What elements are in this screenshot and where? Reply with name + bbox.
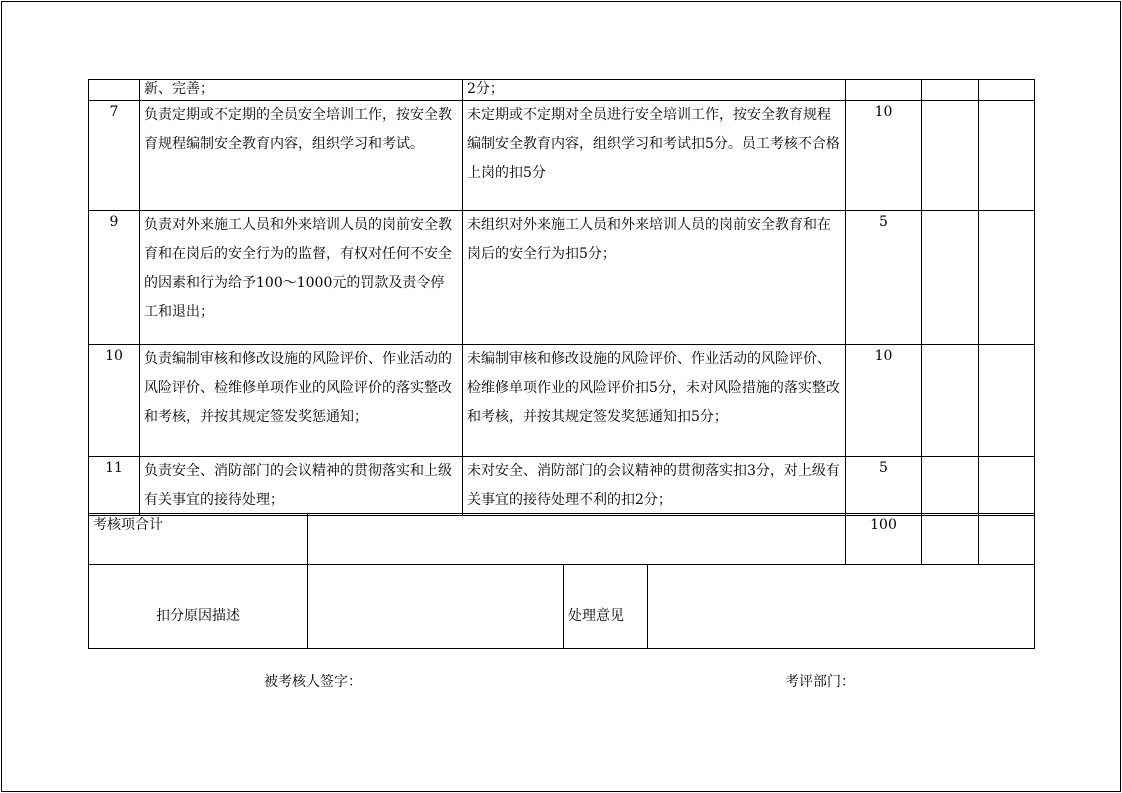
item-number: 7 (89, 101, 140, 211)
table-row (89, 211, 1035, 345)
total-label: 考核项合计 (89, 514, 308, 565)
deduction-reason-field[interactable] (308, 565, 564, 649)
department-label: 考评部门： (785, 674, 855, 690)
table-row (89, 101, 1035, 211)
handling-opinion-field[interactable] (648, 565, 1035, 649)
empty-cell (922, 345, 979, 457)
empty-cell (922, 80, 979, 101)
score-cell: 5 (846, 457, 922, 516)
score-cell: 10 (846, 101, 922, 211)
empty-cell (979, 80, 1035, 101)
score-cell: 5 (846, 211, 922, 345)
table-row (89, 345, 1035, 457)
empty-cell (979, 101, 1035, 211)
criteria-cell: 未编制审核和修改设施的风险评价、作业活动的风险评价、检维修单项作业的风险评价扣5分，未对风险措施的落实整改和考核，并按其规定签发奖惩通知扣5分； (463, 345, 846, 457)
item-number: 11 (89, 457, 140, 516)
empty-cell (979, 211, 1035, 345)
empty-cell (922, 457, 979, 516)
criteria-cell: 未组织对外来施工人员和外来培训人员的岗前安全教育和在岗后的安全行为扣5分； (463, 211, 846, 345)
remarks-row (89, 565, 1035, 649)
criteria-cell: 未对安全、消防部门的会议精神的贯彻落实扣3分，对上级有关事宜的接待处理不利的扣2分； (463, 457, 846, 516)
score-cell (846, 80, 922, 101)
deduction-reason-label: 扣分原因描述 (89, 565, 308, 649)
item-number: 10 (89, 345, 140, 457)
item-number: 9 (89, 211, 140, 345)
empty-cell (979, 345, 1035, 457)
empty-cell (308, 514, 846, 565)
duty-cell: 负责定期或不定期的全员安全培训工作，按安全教育规程编制安全教育内容，组织学习和考试。 (140, 101, 463, 211)
remarks-table (88, 564, 1035, 649)
score-cell: 10 (846, 345, 922, 457)
empty-cell (922, 211, 979, 345)
total-table (88, 513, 1035, 565)
empty-cell (979, 457, 1035, 516)
empty-cell (922, 514, 979, 565)
assessment-table (88, 79, 1035, 516)
total-score: 100 (846, 514, 922, 565)
criteria-cell: 未定期或不定期对全员进行安全培训工作，按安全教育规程编制安全教育内容，组织学习和考试扣5分。员工考核不合格上岗的扣5分 (463, 101, 846, 211)
duty-cell: 负责安全、消防部门的会议精神的贯彻落实和上级有关事宜的接待处理； (140, 457, 463, 516)
empty-cell (922, 101, 979, 211)
duty-cell: 新、完善； (140, 80, 463, 101)
handling-opinion-label: 处理意见 (564, 565, 648, 649)
table-row (89, 457, 1035, 516)
total-row (89, 514, 1035, 565)
criteria-cell: 2分； (463, 80, 846, 101)
empty-cell (979, 514, 1035, 565)
table-row (89, 80, 1035, 101)
item-number (89, 80, 140, 101)
assessee-signature-label: 被考核人签字： (264, 674, 362, 690)
duty-cell: 负责编制审核和修改设施的风险评价、作业活动的风险评价、检维修单项作业的风险评价的落实整改和考核，并按其规定签发奖惩通知； (140, 345, 463, 457)
duty-cell: 负责对外来施工人员和外来培训人员的岗前安全教育和在岗后的安全行为的监督，有权对任何不安全的因素和行为给予100～1000元的罚款及责令停工和退出； (140, 211, 463, 345)
